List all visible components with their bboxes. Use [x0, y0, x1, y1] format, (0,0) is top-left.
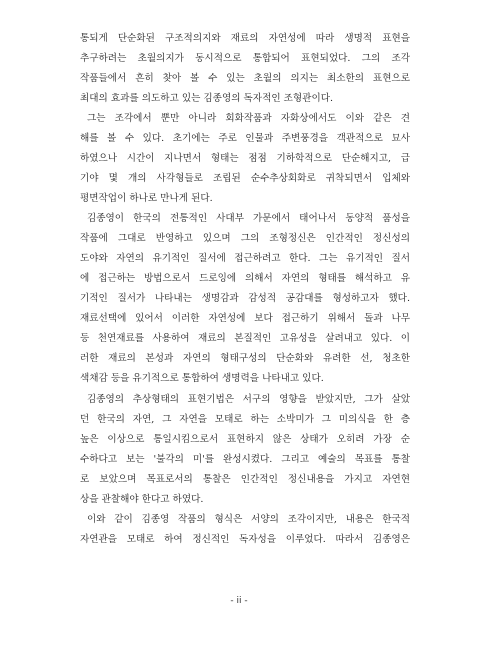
paragraph-first-line: 김종영의 추상형태의 표현기법은 서구의 영향을 받았지만, 그가 살았 [87, 394, 410, 405]
text-line: 해를 볼 수 있다. 초기에는 주로 인물과 주변풍경을 객관적으로 묘사 [80, 133, 410, 144]
text-line: 자연관을 모태로 하여 정신적인 독자성을 이루었다. 따라서 김종영은 [80, 534, 410, 545]
text-line: 상을 관찰해야 한다고 하였다. [80, 494, 204, 505]
text-line: 기적인 질서가 나타내는 생명감과 감성적 공감대를 형성하고자 했다. [80, 293, 410, 304]
text-line: 던 한국의 자연, 그 자연을 모태로 하는 소박미가 그 미의식을 한 층 [80, 414, 410, 425]
text-line: 수하다고 보는 '불각의 미'를 완성시켰다. 그리고 예술의 목표를 통찰 [80, 454, 410, 465]
text-line: 작품들에서 흔히 찾아 볼 수 있는 초월의 의지는 최소한의 표현으로 [80, 73, 410, 84]
text-line: 러한 재료의 본성과 자연의 형태구성의 단순화와 유려한 선, 청초한 [80, 353, 410, 364]
text-line: 통되게 단순화된 구조적의지와 재료의 자연성에 따라 생명적 표현을 [80, 33, 410, 44]
text-line: 에 접근하는 방법으로서 드로잉에 의해서 자연의 형태를 해석하고 유 [80, 273, 410, 284]
text-line: 기야 몇 개의 사각형들로 조립된 순수추상회화로 귀착되면서 입체와 [80, 173, 410, 184]
text-line: 최대의 효과를 의도하고 있는 김종영의 독자적인 조형관이다. [80, 93, 334, 104]
page-number: - ii - [230, 596, 248, 606]
paragraph-first-line: 이와 같이 김종영 작품의 형식은 서양의 조각이지만, 내용은 한국적 [87, 514, 410, 525]
text-line: 평면작업이 하나로 만나게 된다. [80, 193, 213, 204]
text-line: 도야와 자연의 유기적인 질서에 접근하려고 한다. 그는 유기적인 질서 [80, 253, 410, 264]
paragraph-first-line: 그는 조각에서 뿐만 아니라 회화작품과 자화상에서도 이와 같은 견 [87, 113, 410, 124]
text-line: 로 보았으며 목표로서의 통찰은 인간적인 정신내용을 가지고 자연현 [80, 474, 410, 485]
paragraph-first-line: 김종영이 한국의 전통적인 사대부 가문에서 태어나서 동양적 품성을 [87, 213, 410, 224]
text-line: 작품에 그대로 반영하고 있으며 그의 조형정신은 인간적인 정신성의 [80, 233, 410, 244]
text-line: 높은 이상으로 통일시킴으로서 표현하지 않은 상태가 오히려 가장 순 [80, 434, 410, 445]
text-line: 색채감 등을 유기적으로 통합하여 생명력을 나타내고 있다. [80, 373, 324, 384]
text-line: 재료선택에 있어서 이러한 자연성에 보다 접근하기 위해서 돌과 나무 [80, 313, 410, 324]
text-line: 하였으나 시간이 지나면서 형태는 점점 기하학적으로 단순해지고, 급 [80, 153, 410, 164]
text-line: 추구하려는 초월의지가 동시적으로 통합되어 표현되었다. 그의 조각 [80, 53, 410, 64]
text-line: 등 천연재료를 사용하여 재료의 본질적인 고유성을 살려내고 있다. 이 [80, 333, 410, 344]
